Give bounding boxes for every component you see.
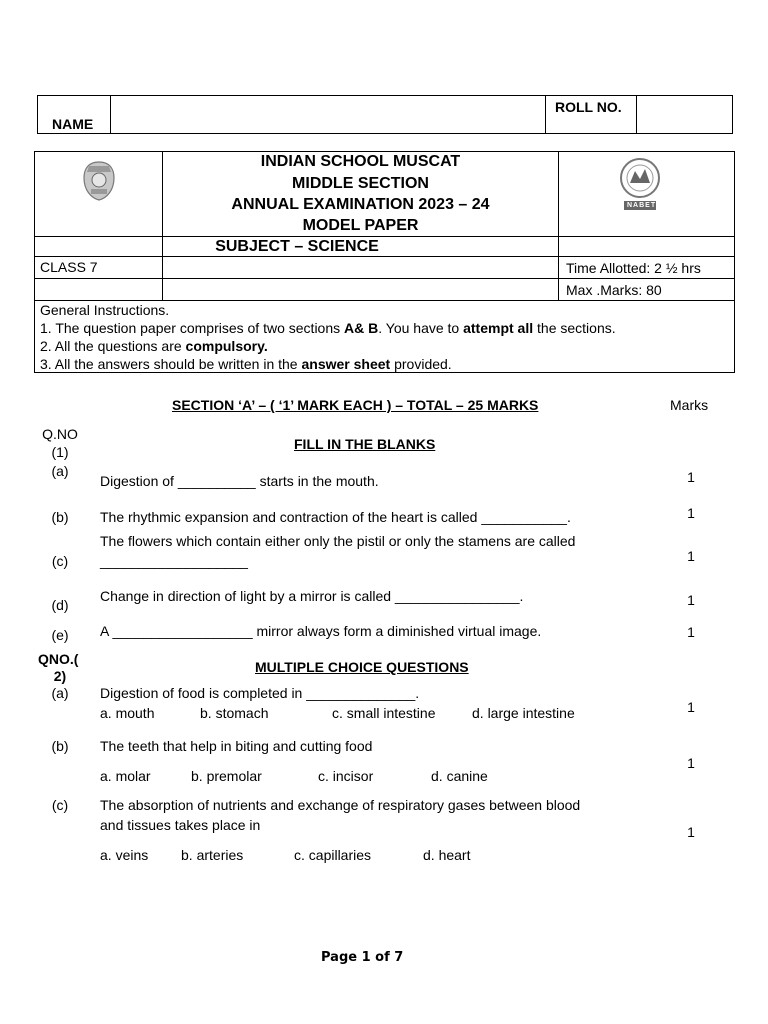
q1d-text: Change in direction of light by a mirror is called ________________. [100, 588, 524, 604]
q1e-text: A __________________ mirror always form a diminished virtual image. [100, 623, 542, 639]
instructions-title: General Instructions. [40, 302, 170, 318]
q2c-option-b: b. arteries [181, 847, 244, 863]
time-allotted: Time Allotted: 2 ½ hrs [566, 260, 701, 276]
qno-label: Q.NO [42, 426, 78, 442]
q2c-label: (c) [51, 797, 69, 813]
name-roll-table [37, 95, 733, 134]
q1a-text: Digestion of __________ starts in the mouth. [100, 473, 379, 489]
q2b-option-d: d. canine [431, 768, 488, 784]
q1c-label: (c) [51, 553, 69, 569]
q2c-option-d: d. heart [423, 847, 471, 863]
q1c-text-line2: ___________________ [100, 553, 248, 569]
subject-title: SUBJECT – SCIENCE [215, 238, 379, 255]
q2-number-line2: 2) [53, 668, 67, 684]
q2c-text-line1: The absorption of nutrients and exchange of respiratory gases between blood [100, 797, 581, 813]
q1b-label: (b) [51, 509, 69, 525]
q1b-text: The rhythmic expansion and contraction of the heart is called ___________. [100, 509, 571, 525]
q2c-mark: 1 [687, 824, 695, 840]
q1-number: (1) [51, 444, 69, 460]
q2-heading: MULTIPLE CHOICE QUESTIONS [255, 659, 469, 675]
instruction-1: 1. The question paper comprises of two sections A& B. You have to attempt all the sections. [40, 320, 616, 336]
q1c-text-line1: The flowers which contain either only the pistil or only the stamens are called [100, 533, 576, 549]
q2a-option-b: b. stomach [200, 705, 269, 721]
q2b-text: The teeth that help in biting and cutting food [100, 738, 373, 754]
exam-name: ANNUAL EXAMINATION 2023 – 24 [231, 196, 490, 213]
section-a-title: SECTION ‘A’ – ( ‘1’ MARK EACH ) – TOTAL – 25 MARKS [172, 397, 539, 413]
q2b-mark: 1 [687, 755, 695, 771]
q1c-mark: 1 [687, 548, 695, 564]
q1-heading: FILL IN THE BLANKS [294, 436, 436, 452]
q1d-mark: 1 [687, 592, 695, 608]
q2b-label: (b) [51, 738, 69, 754]
q1e-label: (e) [51, 627, 69, 643]
q2a-option-c: c. small intestine [332, 705, 436, 721]
marks-column-heading: Marks [670, 397, 709, 413]
q1a-label: (a) [51, 463, 69, 479]
q1e-mark: 1 [687, 624, 695, 640]
q1a-mark: 1 [687, 469, 695, 485]
q1b-mark: 1 [687, 505, 695, 521]
q2c-text-line2: and tissues takes place in [100, 817, 261, 833]
school-name: INDIAN SCHOOL MUSCAT [260, 153, 461, 170]
q2b-option-a: a. molar [100, 768, 151, 784]
school-emblem-icon [81, 160, 117, 202]
section-name: MIDDLE SECTION [292, 175, 429, 192]
page-number: Page 1 of 7 [321, 950, 404, 965]
max-marks: Max .Marks: 80 [566, 282, 662, 298]
name-field[interactable] [111, 96, 546, 133]
q2b-option-b: b. premolar [191, 768, 262, 784]
q2a-label: (a) [51, 685, 69, 701]
q2a-text: Digestion of food is completed in ______________. [100, 685, 420, 701]
paper-type: MODEL PAPER [302, 217, 419, 234]
instruction-3: 3. All the answers should be written in the answer sheet provided. [40, 356, 452, 372]
instruction-2: 2. All the questions are compulsory. [40, 338, 268, 354]
q2c-option-c: c. capillaries [294, 847, 372, 863]
q2b-option-c: c. incisor [318, 768, 374, 784]
q2a-option-a: a. mouth [100, 705, 155, 721]
class-label: CLASS 7 [40, 259, 98, 275]
q1d-label: (d) [51, 597, 69, 613]
name-label: NAME [52, 116, 94, 132]
school-header-table [34, 151, 735, 373]
q2c-option-a: a. veins [100, 847, 149, 863]
q2a-mark: 1 [687, 699, 695, 715]
q2-number-line1: QNO.( [38, 651, 79, 667]
nabet-text: NABET [627, 202, 657, 209]
roll-label: ROLL NO. [555, 99, 622, 115]
roll-field[interactable] [636, 96, 733, 133]
q2a-option-d: d. large intestine [472, 705, 575, 721]
